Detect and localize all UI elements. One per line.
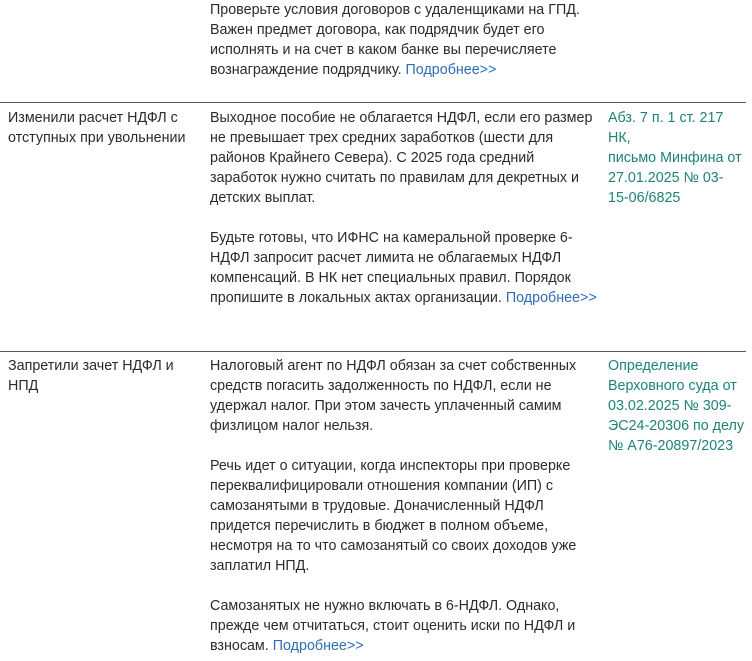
paragraph-text: Налоговый агент по НДФЛ обязан за счет собственных средств погасить задолженность по НДФЛ, если не удержал налог. При этом зачесть уплаченный самим физлицом налог нельзя. [210,358,577,434]
description-paragraph [210,228,602,308]
description-paragraph [210,356,602,436]
more-link[interactable]: Подробнее>> [272,638,364,654]
row-description [210,0,602,80]
paragraph-text: Самозанятых не нужно включать в 6-НДФЛ. Однако, прежде чем отчитаться, стоит оценить иски по НДФЛ и взносам. [210,598,576,654]
paragraph-text: Выходное пособие не облагается НДФЛ, если его размер не превышает трех средних заработков (шести для районов Крайнего Севера). С 2025 года средний заработок нужно считать по правилам для декретных и детских выплат. [210,110,593,206]
paragraph-text: Проверьте условия договоров с удаленщиками на ГПД. Важен предмет договора, как подрядчик будет его исполнять и на счет в каком банке вы перечисляете вознаграждение подрядчику. [210,2,580,78]
source-reference: Определение Верховного суда от 03.02.2025 № 309-ЭС24-20306 по делу № А76-20897/2023 [608,358,744,454]
row-description [210,108,602,308]
row-divider [0,102,746,103]
row-source [608,108,744,208]
row-divider [0,351,746,352]
row-topic: Изменили расчет НДФЛ с отступных при увольнении [8,110,186,146]
description-paragraph [210,108,602,208]
row-topic: Запретили зачет НДФЛ и НПД [8,358,174,394]
row-source [608,356,744,456]
more-link[interactable]: Подробнее>> [405,62,497,78]
paragraph-text: Будьте готовы, что ИФНС на камеральной проверке 6-НДФЛ запросит расчет лимита не облагаемых НДФЛ компенсаций. В НК нет специальных правил. Порядок пропишите в локальных актах организации. [210,230,573,306]
more-link[interactable]: Подробнее>> [505,290,597,306]
description-paragraph [210,596,602,656]
source-reference: письмо Минфина от 27.01.2025 № 03-15-06/6825 [608,150,742,206]
row-description [210,356,602,656]
description-paragraph [210,0,602,80]
description-paragraph [210,456,602,576]
source-reference: Абз. 7 п. 1 ст. 217 НК, [608,110,724,146]
paragraph-text: Речь идет о ситуации, когда инспекторы при проверке переквалифицировали отношения компании (ИП) с самозанятыми в трудовые. Доначисленный НДФЛ придется перечислить в бюджет в полном объеме, несмотря на то что самозанятый со своих доходов уже заплатил НПД. [210,458,577,574]
